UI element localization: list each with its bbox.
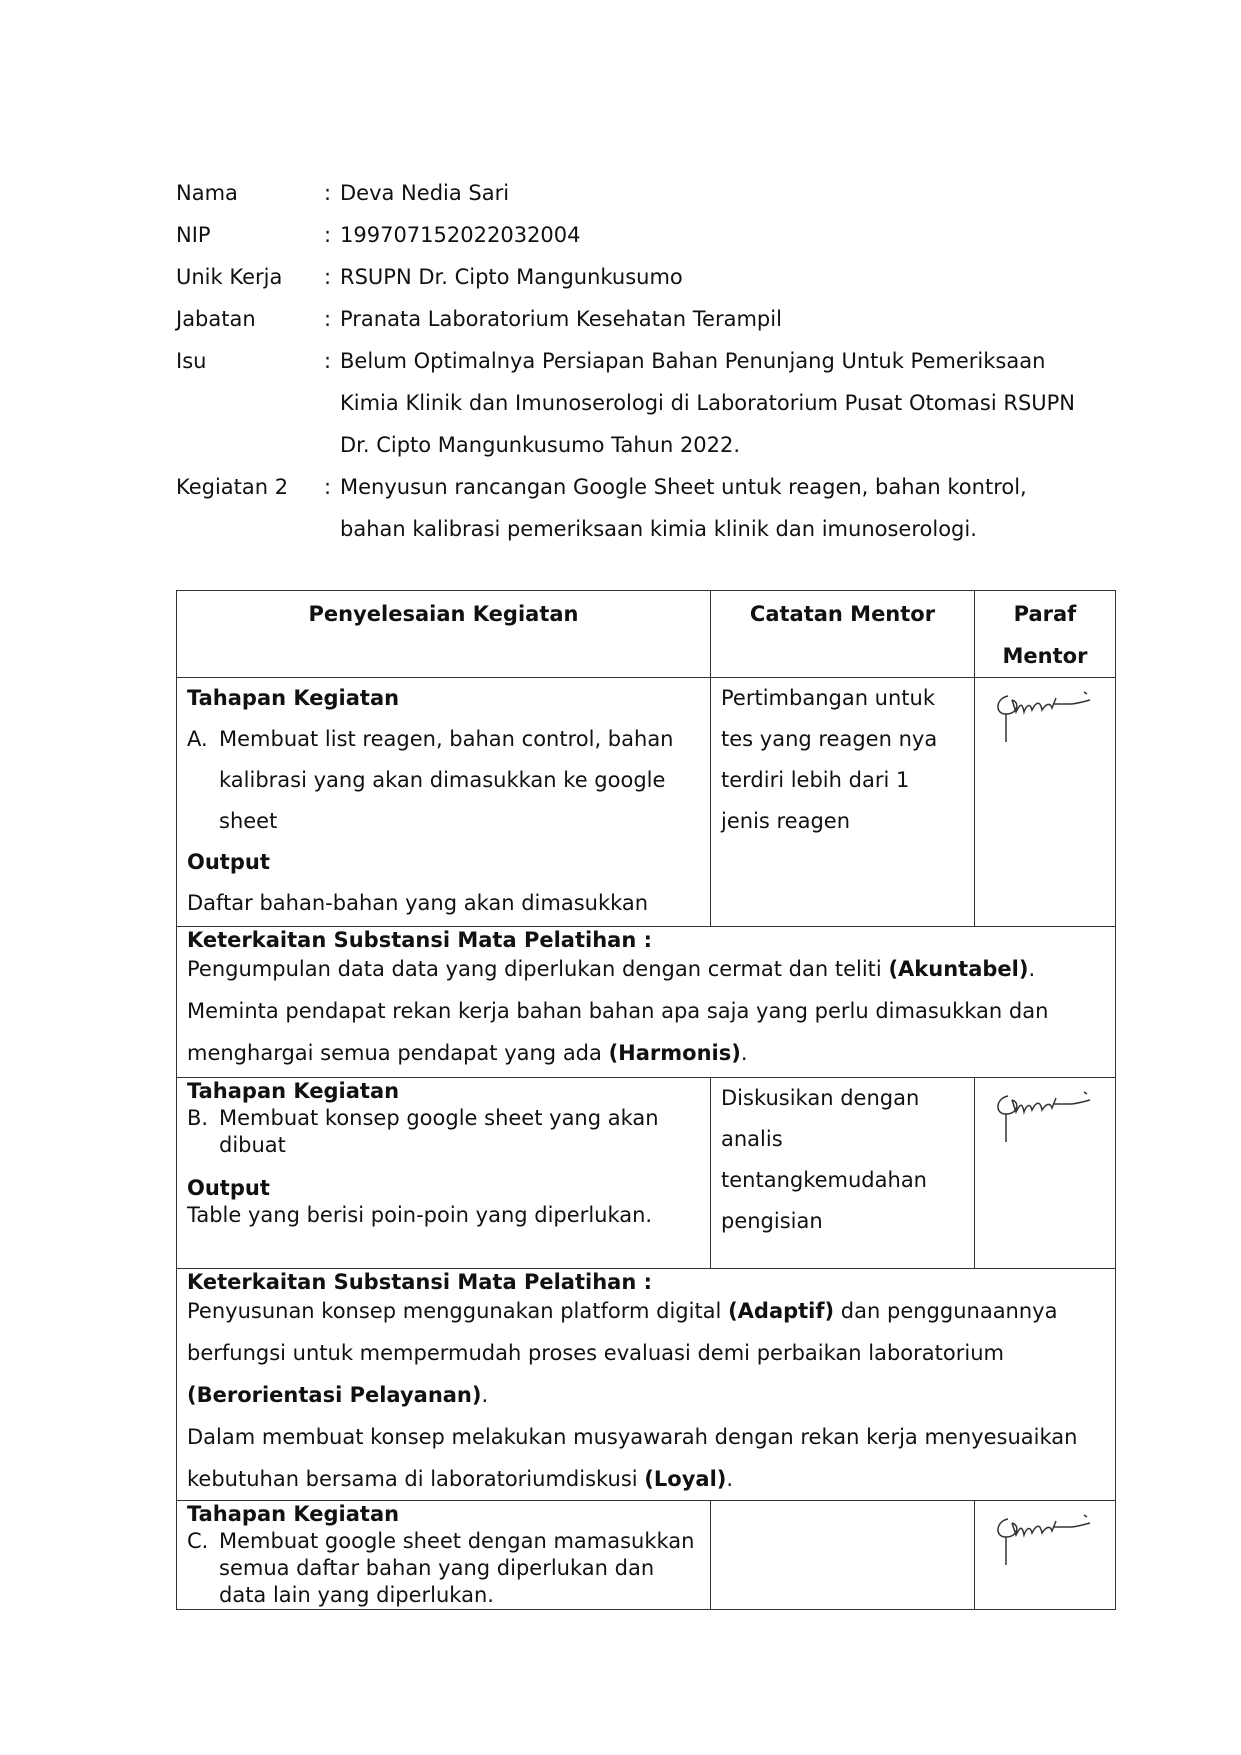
relation-cell-2 [177,1269,1116,1501]
table-header-row [177,591,1116,678]
signature-image [990,1507,1100,1567]
output-title: Output [187,1176,270,1200]
relation-text: Meminta pendapat rekan kerja bahan bahan apa saja yang perlu dimasukkan dan menghargai semua pendapat yang ada [187,999,1049,1065]
stage-item [187,1528,700,1609]
activity-value: Menyusun rancangan Google Sheet untuk reagen, bahan kontrol, bahan kalibrasi pemeriksaan kimia klinik dan imunoserologi. [340,475,1027,541]
stage-letter: A. [187,727,208,751]
stage-title: Tahapan Kegiatan [187,1502,400,1526]
relation-text: . [726,1467,734,1491]
position-value: Pranata Laboratorium Kesehatan Terampil [340,307,782,331]
issue-row [176,340,1096,466]
relation-paragraph [187,1416,1105,1500]
value-tag: (Harmonis) [608,1041,741,1065]
colon: : [324,181,332,205]
relation-title: Keterkaitan Substansi Mata Pelatihan : [187,928,652,952]
stage-title: Tahapan Kegiatan [187,686,400,710]
value-tag: (Adaptif) [728,1299,835,1323]
signature-image [990,1084,1100,1144]
value-tag: (Loyal) [644,1467,727,1491]
relation-text: . [1028,957,1036,981]
name-value: Deva Nedia Sari [340,181,510,205]
signature-image [990,684,1100,744]
nip-label: NIP [176,223,211,247]
table-row [177,1501,1116,1610]
colon: : [324,265,332,289]
unit-value: RSUPN Dr. Cipto Mangunkusumo [340,265,683,289]
colon: : [324,223,332,247]
relation-text: Pengumpulan data data yang diperlukan dengan cermat dan teliti [187,957,889,981]
issue-value: Belum Optimalnya Persiapan Bahan Penunjang Untuk Pemeriksaan Kimia Klinik dan Imunoserologi di Laboratorium Pusat Otomasi RSUPN Dr. Cipto Mangunkusumo Tahun 2022. [340,349,1076,457]
stage-title: Tahapan Kegiatan [187,1079,400,1103]
stage-a-cell [177,678,711,927]
value-tag: (Berorientasi Pelayanan) [187,1383,482,1407]
stage-c-cell [177,1501,711,1610]
position-label: Jabatan [176,307,256,331]
stage-letter: C. [187,1529,209,1553]
relation-paragraph [187,948,1105,990]
stage-text: Membuat list reagen, bahan control, bahan kalibrasi yang akan dimasukkan ke google sheet [219,727,674,833]
table-row [177,1269,1116,1501]
relation-title: Keterkaitan Substansi Mata Pelatihan : [187,1270,652,1294]
relation-paragraph [187,1290,1105,1416]
colon: : [324,475,332,499]
signature-cell [975,678,1116,927]
stage-item [187,1105,700,1159]
stage-text: Membuat konsep google sheet yang akan dibuat [219,1106,659,1157]
relation-text: Dalam membuat konsep melakukan musyawarah dengan rekan kerja menyesuaikan kebutuhan bersama di laboratoriumdiskusi [187,1425,1078,1491]
nip-row [176,214,1096,256]
activity-label: Kegiatan 2 [176,475,289,499]
relation-cell-1 [177,927,1116,1078]
activity-table [176,590,1116,1610]
col-header-mentor-notes: Catatan Mentor [711,591,975,678]
identity-block [176,172,1096,550]
relation-text: . [740,1041,748,1065]
mentor-note [711,1501,975,1610]
position-row [176,298,1096,340]
mentor-note: Diskusikan dengan analis tentangkemudahan pengisian [711,1078,975,1269]
colon: : [324,349,332,373]
nip-value: 199707152022032004 [340,223,581,247]
mentor-note: Pertimbangan untuk tes yang reagen nya terdiri lebih dari 1 jenis reagen [711,678,975,927]
col-header-mentor-initials: Paraf Mentor [975,591,1116,678]
relation-text: . [481,1383,489,1407]
activity-row [176,466,1096,550]
value-tag: (Akuntabel) [888,957,1029,981]
output-text: Daftar bahan-bahan yang akan dimasukkan [187,891,649,915]
stage-letter: B. [187,1106,209,1130]
relation-text: Penyusunan konsep menggunakan platform digital [187,1299,729,1323]
output-title: Output [187,850,270,874]
signature-cell [975,1501,1116,1610]
unit-label: Unik Kerja [176,265,283,289]
relation-text: dan penggunaannya berfungsi untuk mempermudah proses evaluasi demi perbaikan laboratorium [187,1299,1058,1365]
table-row [177,1078,1116,1269]
name-row [176,172,1096,214]
issue-label: Isu [176,349,207,373]
stage-text: Membuat google sheet dengan mamasukkan semua daftar bahan yang diperlukan dan data lain yang diperlukan. [219,1529,695,1607]
col-header-completion: Penyelesaian Kegiatan [177,591,711,678]
table-row [177,678,1116,927]
unit-row [176,256,1096,298]
stage-b-cell [177,1078,711,1269]
colon: : [324,307,332,331]
relation-paragraph [187,990,1105,1074]
signature-cell [975,1078,1116,1269]
output-text: Table yang berisi poin-poin yang diperlukan. [187,1203,653,1227]
name-label: Nama [176,181,238,205]
stage-item [187,719,700,842]
table-row [177,927,1116,1078]
